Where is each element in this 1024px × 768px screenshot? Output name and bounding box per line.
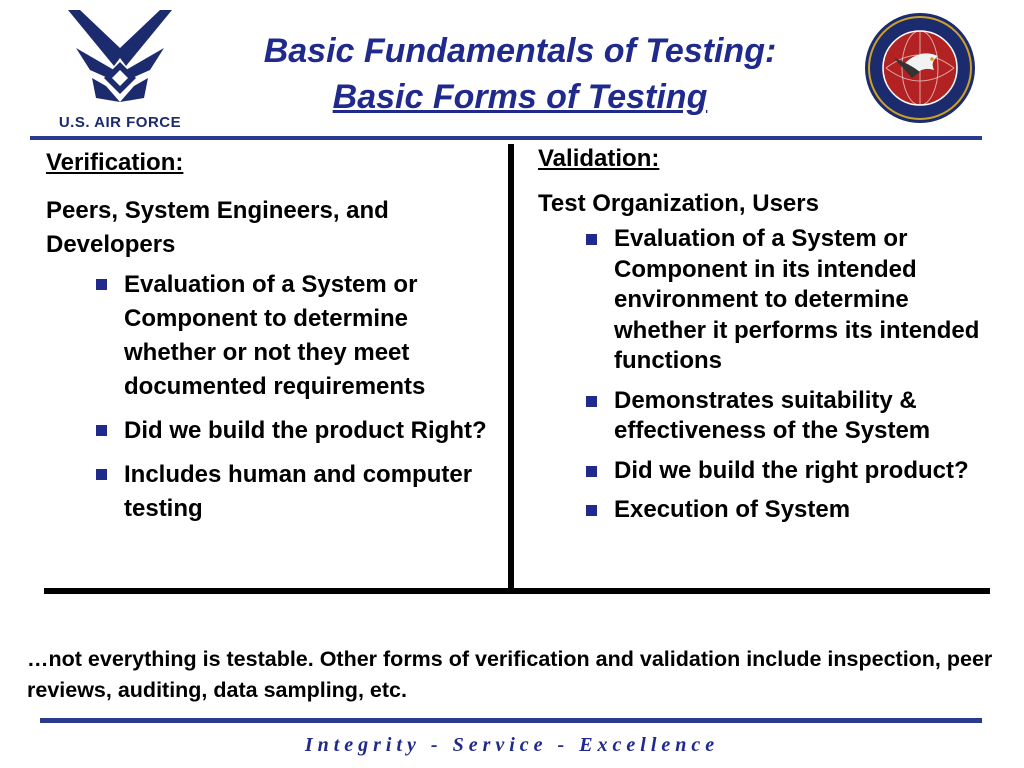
footnote: …not everything is testable. Other forms of verification and validation include inspection, peer reviews, auditing, data sampling, etc. xyxy=(27,647,993,702)
air-force-logo xyxy=(40,8,200,134)
validation-column xyxy=(538,144,1000,535)
validation-heading: Validation: xyxy=(538,145,660,172)
verification-heading: Verification: xyxy=(46,149,184,176)
verification-actors: Peers, System Engineers, and Developers xyxy=(46,197,389,258)
square-bullet-icon xyxy=(586,234,597,245)
square-bullet-icon xyxy=(96,469,107,480)
list-item-text: Did we build the right product? xyxy=(614,456,969,484)
air-force-wordmark: U.S. AIR FORCE xyxy=(58,114,182,131)
lifecycle-center-seal xyxy=(864,12,976,124)
square-bullet-icon xyxy=(96,425,107,436)
content-bottom-rule xyxy=(44,588,990,594)
title-line-2: Basic Forms of Testing xyxy=(332,78,708,116)
list-item-text: Includes human and computer testing xyxy=(124,461,473,522)
list-item xyxy=(586,456,1000,487)
list-item xyxy=(586,224,1000,377)
square-bullet-icon xyxy=(586,505,597,516)
header-rule xyxy=(30,136,982,140)
lifecycle-center-seal-icon xyxy=(864,12,976,124)
validation-actors: Test Organization, Users xyxy=(538,190,819,217)
list-item-text: Evaluation of a System or Component to determine whether or not they meet documented requirements xyxy=(124,271,426,400)
list-item-text: Demonstrates suitability & effectiveness of the System xyxy=(614,386,931,444)
list-item-text: Evaluation of a System or Component in its intended environment to determine whether it performs its intended functions xyxy=(614,225,980,374)
square-bullet-icon xyxy=(586,396,597,407)
square-bullet-icon xyxy=(96,279,107,290)
title-line-1: Basic Fundamentals of Testing: xyxy=(263,32,777,70)
air-force-wings-icon xyxy=(40,8,200,112)
list-item-text: Execution of System xyxy=(614,496,851,523)
list-item xyxy=(586,495,1000,526)
column-divider xyxy=(508,144,514,590)
validation-bullets xyxy=(538,224,1000,526)
verification-column xyxy=(46,148,491,536)
footer-rule xyxy=(40,718,982,723)
list-item xyxy=(96,458,491,526)
list-item-text: Did we build the product Right? xyxy=(124,417,487,444)
slide-title xyxy=(210,28,830,120)
square-bullet-icon xyxy=(586,466,597,477)
list-item xyxy=(96,414,491,448)
list-item xyxy=(96,268,491,404)
footer-motto: Integrity - Service - Excellence xyxy=(304,734,720,756)
verification-bullets xyxy=(46,268,491,526)
list-item xyxy=(586,386,1000,447)
